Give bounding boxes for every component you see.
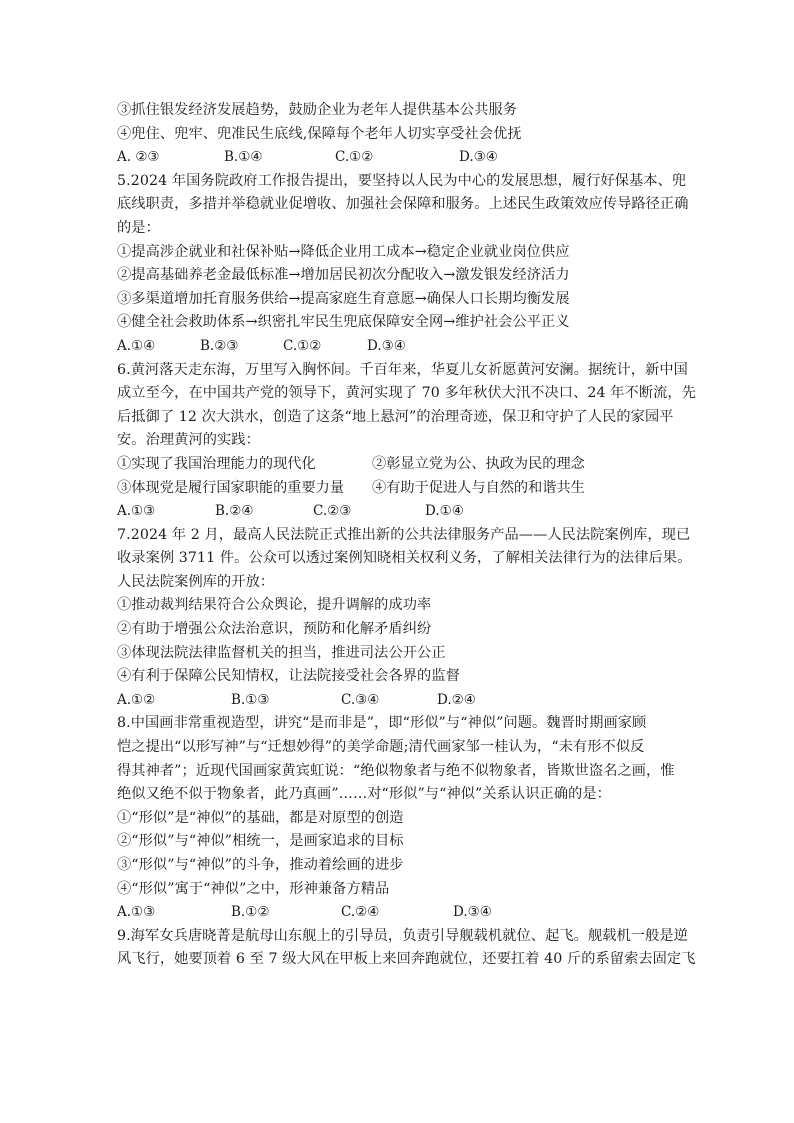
q6-option-c: C.②③ — [313, 503, 352, 520]
q6-item-2: ②彰显立党为公、执政为民的理念 — [372, 455, 585, 472]
q8-option-b: B.①② — [231, 904, 270, 921]
q9-stem-line: 9.海军女兵唐晓菁是航母山东舰上的引导员，负责引导舰载机就位、起飞。舰载机一般是逆 — [117, 927, 688, 944]
q7-option-b: B.①③ — [231, 691, 270, 708]
q7-stem-line: 7.2024 年 2 月，最高人民法院正式推出新的公共法律服务产品——人民法院案例库，现已 — [117, 526, 691, 543]
q6-option-d: D.①④ — [425, 503, 464, 520]
q8-stem-line: 8.中国画非常重视造型，讲究“是而非是”，即“形似”与“神似”问题。魏晋时期画家顾 — [117, 715, 647, 732]
q5-stem-line: 底线职责，多措并举稳就业促增收、加强社会保障和服务。上述民生政策效应传导路径正确 — [117, 196, 689, 213]
q9-stem-line: 风飞行，她要顶着 6 至 7 级大风在甲板上来回奔跑就位，还要扛着 40 斤的系留索去固定飞 — [117, 951, 696, 968]
q8-option-c: C.②④ — [341, 904, 380, 921]
q6-items-row — [117, 453, 679, 477]
q6-item-4: ④有助于促进人与自然的和谐共生 — [372, 479, 585, 496]
q4-option-c: C.①② — [335, 149, 374, 166]
q6-option-a: A.①③ — [117, 503, 156, 520]
q6-item-1: ①实现了我国治理能力的现代化 — [117, 455, 316, 472]
q7-item-2: ②有助于增强公众法治意识，预防和化解矛盾纠纷 — [117, 621, 432, 638]
q7-option-a: A.①② — [117, 691, 156, 708]
q5-stem-line: 5.2024 年国务院政府工作报告提出，要坚持以人民为中心的发展思想，履行好保基本、兜 — [117, 172, 687, 189]
q6-item-3: ③体现党是履行国家职能的重要力量 — [117, 479, 345, 496]
q6-stem-line: 6.黄河落天走东海，万里写入胸怀间。千百年来，华夏儿女祈愿黄河安澜。据统计，新中国 — [117, 361, 688, 378]
q8-item-4: ④“形似”寓于“神似”之中，形神兼备方精品 — [117, 880, 390, 897]
q4-option-d: D.③④ — [459, 149, 498, 166]
q8-item-2: ②“形似”与“神似”相统一，是画家追求的目标 — [117, 833, 404, 850]
q7-stem-line: 人民法院案例库的开放： — [117, 573, 275, 590]
q5-options — [117, 335, 679, 359]
q7-stem-line: 收录案例 3711 件。公众可以透过案例知晓相关权利义务，了解相关法律行为的法律后果。 — [117, 550, 692, 567]
q8-option-d: D.③④ — [453, 904, 492, 921]
exam-page — [117, 99, 696, 972]
q8-options — [117, 901, 679, 925]
q7-item-1: ①推动裁判结果符合公众舆论，提升调解的成功率 — [117, 597, 432, 614]
q7-option-d: D.②④ — [437, 691, 476, 708]
q7-item-4: ④有利于保障公民知情权，让法院接受社会各界的监督 — [117, 668, 460, 685]
q6-stem-line: 成立至今，在中国共产党的领导下，黄河实现了 70 多年秋伏大汛不决口、24 年不断流，先 — [117, 385, 696, 402]
q6-option-b: B.②④ — [215, 503, 254, 520]
q6-stem-line: 安。治理黄河的实践： — [117, 432, 260, 449]
q8-stem-line: 绝似又绝不似于物象者，此乃真画”……对“形似”与“神似”关系认识正确的是： — [117, 786, 611, 803]
q4-options — [117, 146, 679, 170]
q5-item-2: ②提高基础养老金最低标准→增加居民初次分配收入→激发银发经济活力 — [117, 267, 570, 284]
q5-option-a: A.①④ — [117, 337, 156, 354]
q6-options — [117, 500, 679, 524]
q7-item-3: ③体现法院法律监督机关的担当，推进司法公开公正 — [117, 644, 446, 661]
q8-item-3: ③“形似”与“神似”的斗争，推动着绘画的进步 — [117, 857, 404, 873]
q8-stem-line: 恺之提出“以形写神”与“迁想妙得”的美学命题;清代画家邹一桂认为，“未有形不似反 — [117, 739, 645, 756]
q4-item-4: ④兜住、兜牢、兜准民生底线,保障每个老年人切实享受社会优抚 — [117, 125, 522, 142]
q7-option-c: C.③④ — [341, 691, 380, 708]
q5-item-3: ③多渠道增加托育服务供给→提高家庭生育意愿→确保人口长期均衡发展 — [117, 290, 570, 307]
q5-option-c: C.①② — [283, 337, 322, 354]
q5-stem-line: 的是： — [117, 219, 160, 236]
q8-option-a: A.①③ — [117, 904, 156, 921]
q5-item-4: ④健全社会救助体系→织密扎牢民生兜底保障安全网→维护社会公平正义 — [117, 314, 570, 331]
q5-item-1: ①提高涉企就业和社保补贴→降低企业用工成本→稳定企业就业岗位供应 — [117, 243, 570, 260]
q4-option-a: A. ②③ — [117, 149, 160, 166]
q8-stem-line: 得其神者”；近现代国画家黄宾虹说：“绝似物象者与绝不似物象者，皆欺世盗名之画，惟 — [117, 762, 675, 779]
q6-items-row — [117, 477, 679, 501]
q8-item-1: ①“形似”是“神似”的基础，都是对原型的创造 — [117, 809, 404, 826]
q5-option-d: D.③④ — [367, 337, 406, 354]
q6-stem-line: 后抵御了 12 次大洪水，创造了这条“地上悬河”的治理奇迹，保卫和守护了人民的家园平 — [117, 408, 674, 425]
q7-options — [117, 689, 679, 713]
q4-option-b: B.①④ — [224, 149, 263, 166]
q5-option-b: B.②③ — [200, 337, 239, 354]
q4-item-3: ③抓住银发经济发展趋势，鼓励企业为老年人提供基本公共服务 — [117, 102, 518, 118]
